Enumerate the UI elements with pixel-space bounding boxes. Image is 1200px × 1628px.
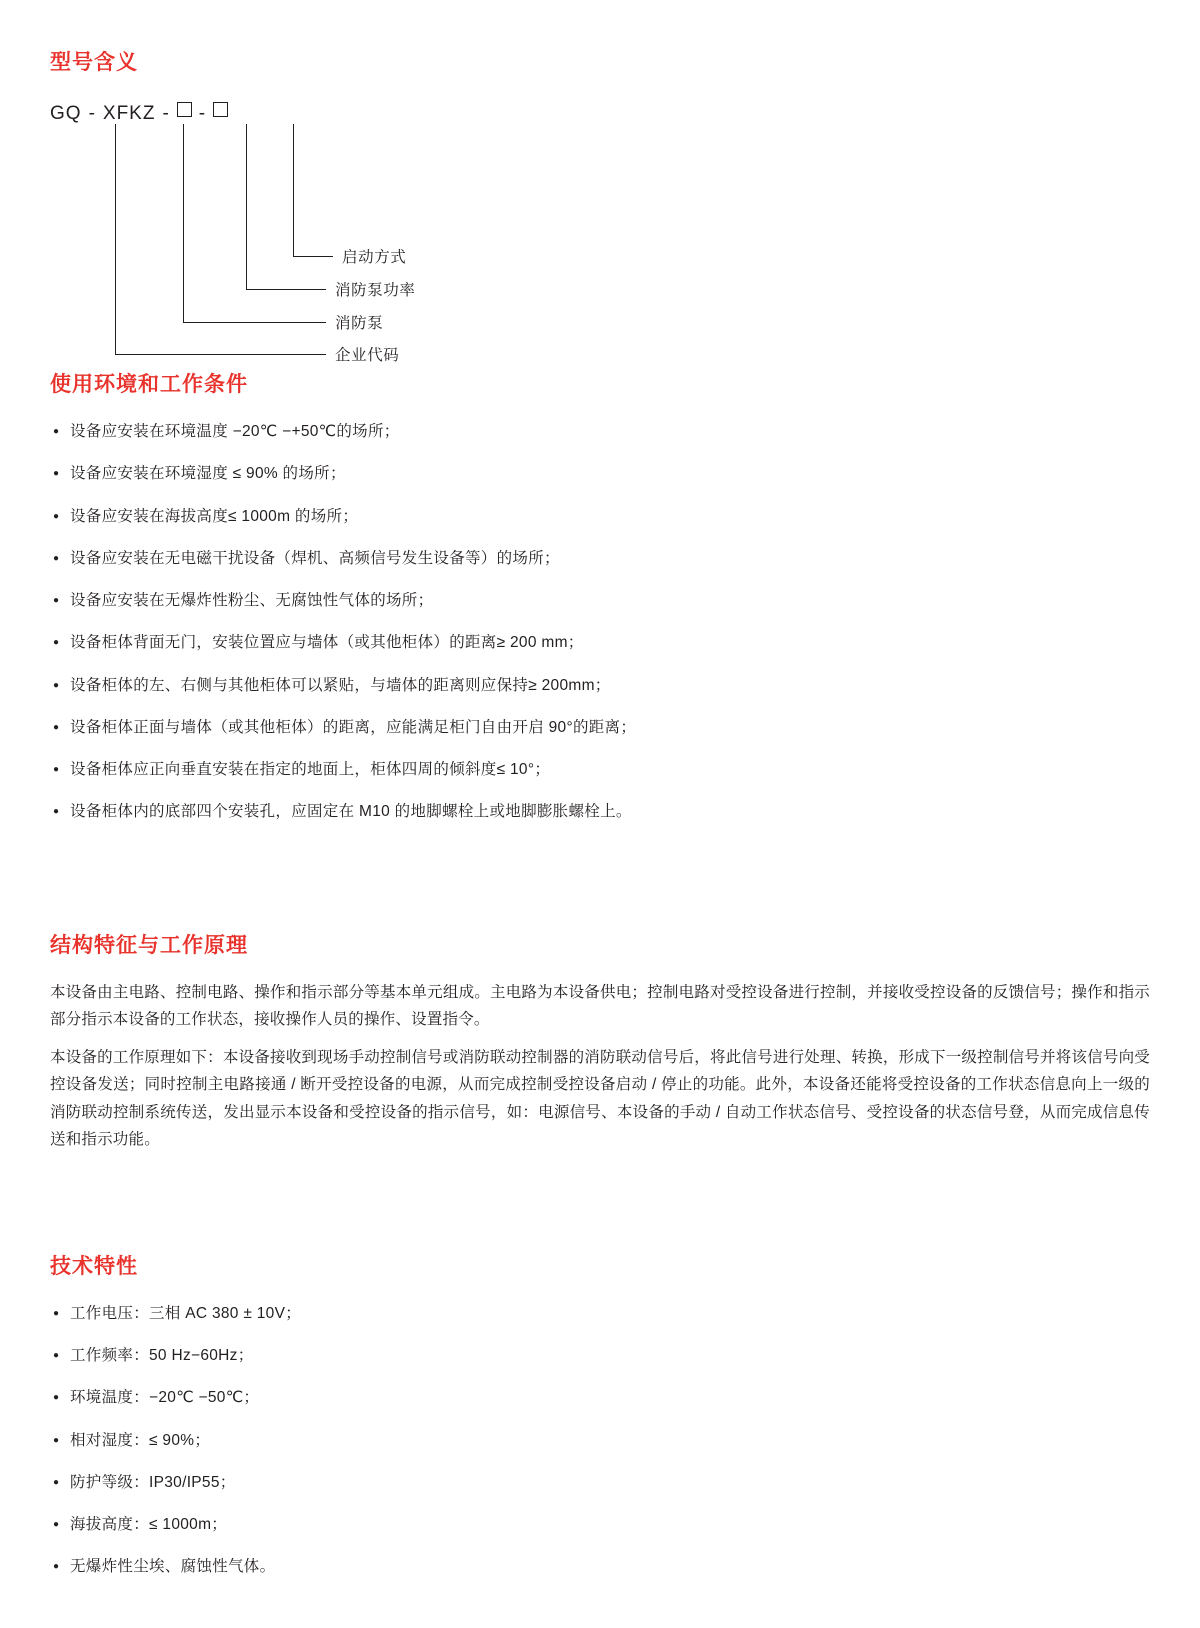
leader-line-start-mode-horizontal [293, 256, 333, 257]
environment-bullet-list [50, 420, 1150, 824]
technical-characteristics-section [50, 1250, 1150, 1579]
code-part-enterprise: GQ [50, 103, 82, 124]
section-title-tech: 技术特性 [50, 1254, 138, 1278]
list-item: ● 设备应安装在环境温度 −20℃ −+50℃的场所； [50, 420, 1150, 443]
section-title-model: 型号含义 [50, 51, 138, 74]
list-item: ● 设备应安装在环境湿度 ≤ 90% 的场所； [50, 462, 1150, 485]
list-item: ● 工作频率：50 Hz−60Hz； [50, 1344, 1150, 1367]
list-item: ● 设备柜体应正向垂直安装在指定的地面上，柜体四周的倾斜度≤ 10°； [50, 758, 1150, 781]
model-code-diagram [50, 102, 750, 364]
leader-line-pump-vertical [183, 124, 184, 322]
list-item: ● 防护等级：IP30/IP55； [50, 1471, 1150, 1494]
list-item: ● 设备应安装在海拔高度≤ 1000m 的场所； [50, 505, 1150, 528]
list-item: ● 设备柜体背面无门，安装位置应与墙体（或其他柜体）的距离≥ 200 mm； [50, 631, 1150, 654]
list-item: ● 设备应安装在无电磁干扰设备（焊机、高频信号发生设备等）的场所； [50, 547, 1150, 570]
section-title-principle: 结构特征与工作原理 [50, 933, 248, 957]
principle-paragraphs [50, 979, 1150, 1154]
leader-line-start-mode-vertical [293, 124, 294, 256]
leader-label-start-mode: 启动方式 [342, 249, 407, 266]
code-box-start-mode [213, 102, 228, 117]
list-item: ● 工作电压：三相 AC 380 ± 10V； [50, 1302, 1150, 1325]
structure-principle-section [50, 929, 1150, 1154]
list-item: ● 设备应安装在无爆炸性粉尘、无腐蚀性气体的场所； [50, 589, 1150, 612]
list-item: ● 海拔高度：≤ 1000m； [50, 1513, 1150, 1536]
code-separator-1: - [88, 103, 96, 124]
spacer-3 [50, 1164, 1150, 1250]
leader-label-pump: 消防泵 [335, 315, 384, 332]
paragraph: 本设备由主电路、控制电路、操作和指示部分等基本单元组成。主电路为本设备供电；控制电路对受控设备进行控制，并接收受控设备的反馈信号；操作和指示部分指示本设备的工作状态，接收操作人员的操作、设置指令。 [50, 983, 1150, 1029]
paragraph: 本设备的工作原理如下：本设备接收到现场手动控制信号或消防联动控制器的消防联动信号后，将此信号进行处理、转换，形成下一级控制信号并将该信号向受控设备发送；同时控制主电路接通 / 断开受控设备的电源，从而完成控制受控设备启动 / 停止的功能。此外，本设备还能将受控设备的工作状态信息向上一级的消防联动控制系统传送，发出显示本设备和受控设备的指示信号，如：电源信号、本设备的手动 / 自动工作状态信号、受控设备的状态信号登，从而完成信息传送和指示功能。 [50, 1048, 1150, 1149]
leader-label-pump-power: 消防泵功率 [335, 282, 416, 299]
list-item: ● 设备柜体的左、右侧与其他柜体可以紧贴，与墙体的距离则应保持≥ 200mm； [50, 674, 1150, 697]
spacer-2 [50, 843, 1150, 929]
code-separator-3: - [198, 103, 207, 124]
code-box-power [177, 102, 192, 117]
leader-line-pump-horizontal [183, 322, 326, 323]
tech-bullet-list [50, 1302, 1150, 1579]
list-item: ● 相对湿度：≤ 90%； [50, 1429, 1150, 1452]
section-title-environment: 使用环境和工作条件 [50, 373, 248, 396]
list-item: ● 无爆炸性尘埃、腐蚀性气体。 [50, 1555, 1150, 1578]
model-code-row [50, 102, 228, 125]
leader-line-enterprise-vertical [115, 124, 116, 354]
list-item: ● 设备柜体正面与墙体（或其他柜体）的距离，应能满足柜门自由开启 90°的距离； [50, 716, 1150, 739]
environment-conditions-section [50, 368, 1150, 824]
leader-line-enterprise-horizontal [115, 354, 326, 355]
list-item: ● 设备柜体内的底部四个安装孔，应固定在 M10 的地脚螺栓上或地脚膨胀螺栓上。 [50, 800, 1150, 823]
leader-label-enterprise-code: 企业代码 [335, 347, 400, 364]
spacer-1 [50, 302, 1150, 368]
leader-line-pump-power-vertical [246, 124, 247, 289]
leader-line-pump-power-horizontal [246, 289, 326, 290]
code-separator-2: - [162, 103, 170, 124]
list-item: ● 环境温度：−20℃ −50℃； [50, 1386, 1150, 1409]
code-part-pump: XFKZ [102, 103, 156, 124]
model-meaning-section [50, 46, 1150, 364]
